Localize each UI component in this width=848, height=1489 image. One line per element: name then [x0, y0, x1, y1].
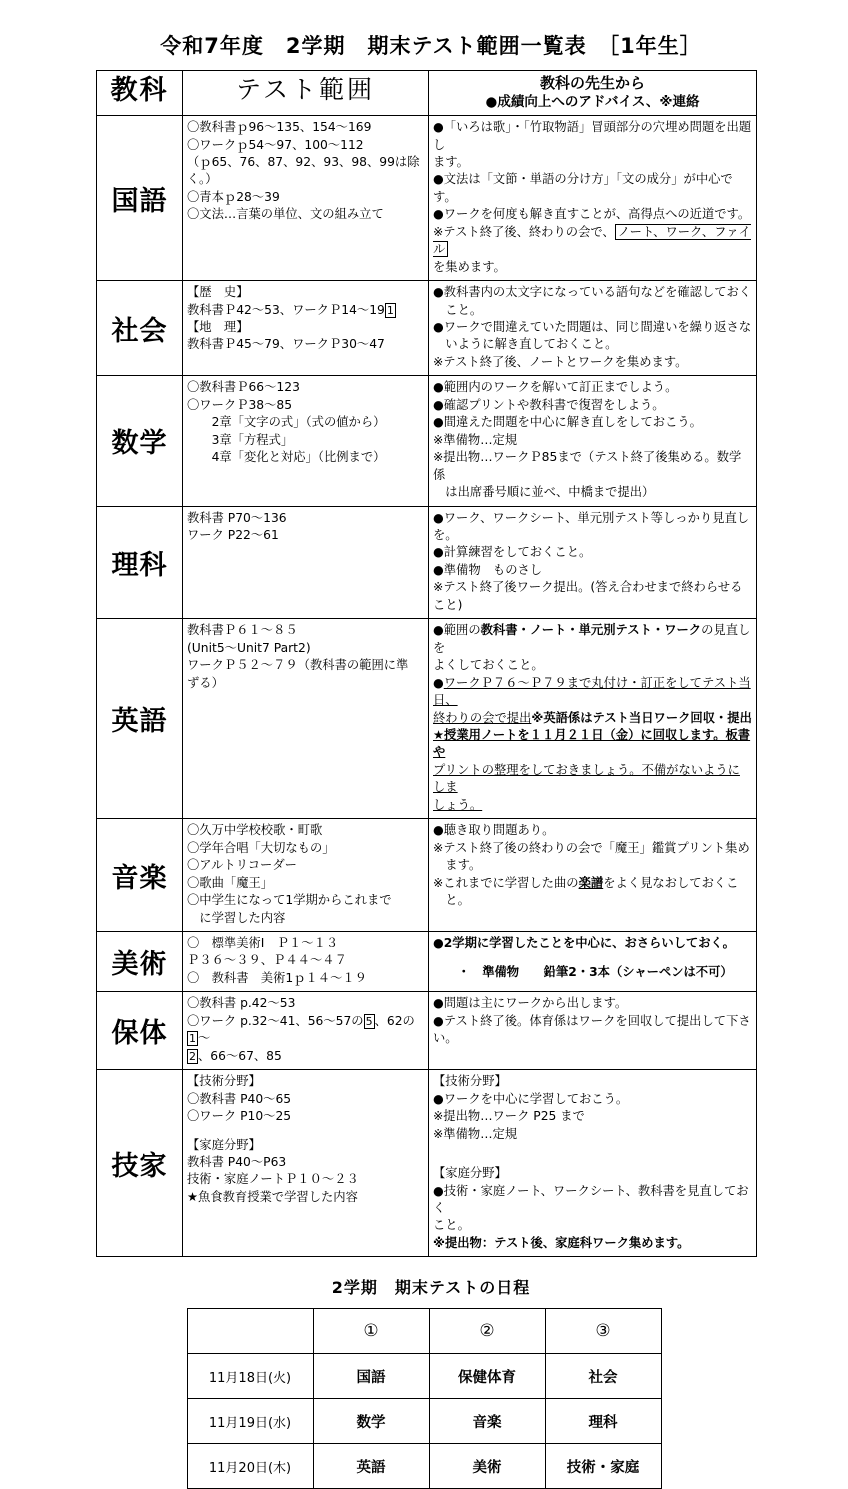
subject-cell-国語: 国語	[97, 116, 183, 281]
subject-cell-美術: 美術	[97, 931, 183, 991]
schedule-period-header-2: ②	[429, 1309, 545, 1354]
range-cell	[183, 819, 429, 932]
table-row	[97, 281, 757, 376]
advice-cell	[429, 619, 757, 819]
test-range-table	[96, 70, 757, 1257]
boxed-text: 1	[386, 303, 394, 317]
table-row	[97, 116, 757, 281]
table-row	[97, 376, 757, 506]
header-advice	[429, 71, 757, 116]
range-text-line: 教科書Ｐ42～53、ワークＰ14～19 1	[187, 302, 394, 317]
range-text	[187, 1073, 424, 1206]
emphasis-text: ※英語係はテスト当日ワーク回収・提出	[531, 710, 752, 725]
range-text-line: 〇歌曲「魔王」	[187, 875, 274, 890]
range-text-line: 〇教科書 p.42～53	[187, 996, 296, 1011]
advice-text	[433, 379, 752, 501]
range-text	[187, 510, 424, 545]
schedule-subject-cell: 保健体育	[429, 1354, 545, 1399]
table-row	[97, 992, 757, 1070]
range-text	[187, 284, 424, 354]
advice-text-line: ●ワークを中心に学習しておこう。	[433, 1091, 629, 1106]
advice-text-line: ます。	[433, 154, 469, 169]
range-text-line: ★魚食教育授業で学習した内容	[187, 1189, 358, 1204]
advice-text-line: ※テスト終了後、ノートとワークを集めます。	[433, 354, 688, 369]
advice-text-line	[433, 964, 752, 981]
advice-text	[433, 119, 752, 276]
range-text-line: 2 、66～67、85	[189, 1048, 282, 1063]
emphasis-text: ★授業用ノートを１１月２１日（金）に回収します。板書や	[433, 728, 751, 760]
advice-text-line: ※これまでに学習した曲の楽譜をよく見なおしておくこ	[433, 875, 739, 890]
table-row	[97, 1070, 757, 1257]
advice-cell	[429, 1070, 757, 1257]
emphasis-text: ワークＰ７６～Ｐ７９まで丸付け・訂正をしてテスト当日、	[433, 675, 751, 708]
range-cell	[183, 1070, 429, 1257]
range-cell	[183, 281, 429, 376]
boxed-text: 5	[365, 1014, 373, 1028]
schedule-period-header-1: ①	[313, 1309, 429, 1354]
range-text-line: 〇久万中学校校歌・町歌	[187, 823, 323, 838]
page-title: 令和7年度 2学期 期末テスト範囲一覧表 ［1年生］	[160, 34, 702, 58]
subject-cell-社会: 社会	[97, 281, 183, 376]
header-advice-sub: ●成績向上へのアドバイス、※連絡	[485, 93, 700, 110]
range-text-line: 【家庭分野】	[187, 1137, 261, 1152]
schedule-date-cell: 11月20日(木)	[187, 1444, 313, 1489]
emphasis-text: ●2学期に学習したことを中心に、おさらいしておく。	[433, 935, 735, 950]
range-text-line: 技術・家庭ノートＰ１０～２３	[187, 1172, 359, 1187]
subject-cell-技家: 技家	[97, 1070, 183, 1257]
emphasis-text: 楽譜	[578, 875, 604, 890]
advice-text	[433, 622, 752, 814]
advice-text-line: ●ワークＰ７６～Ｐ７９まで丸付け・訂正をしてテスト当日、	[433, 675, 751, 708]
range-text-line: ずる）	[187, 675, 224, 690]
range-text-line: 4章「変化と対応」（比例まで）	[187, 450, 386, 465]
advice-text-line: ※テスト終了後、終わりの会で、 ノート、ワーク、ファイル	[433, 224, 751, 257]
advice-text-line: ●範囲の教科書・ノート・単元別テスト・ワークの見直しを	[433, 623, 751, 655]
advice-text-line: ※テスト終了後の終わりの会で「魔王」鑑賞プリント集め	[433, 840, 750, 855]
range-text	[187, 119, 424, 224]
table-row	[97, 931, 757, 991]
range-text-line: 〇アルトリコーダー	[187, 858, 297, 873]
advice-cell	[429, 992, 757, 1070]
advice-text-line: ※テスト終了後ワーク提出。(答え合わせまで終わらせること)	[433, 580, 743, 612]
advice-text-line: 【家庭分野】	[433, 1166, 507, 1181]
range-text	[187, 995, 424, 1065]
range-cell	[183, 992, 429, 1070]
range-cell	[183, 619, 429, 819]
schedule-row	[187, 1444, 661, 1489]
emphasis-text: プリントの整理をしておきましょう。不備がないようにしま	[433, 762, 740, 795]
advice-text-line: ●テスト終了後。体育係はワークを回収して提出して下さ	[433, 1013, 751, 1028]
advice-cell	[429, 281, 757, 376]
header-subject: 教科	[97, 71, 183, 116]
advice-text-line: ※提出物…ワークＰ85まで（テスト終了後集める。数学係	[433, 450, 742, 482]
range-text	[187, 379, 424, 466]
schedule-subject-cell: 数学	[313, 1399, 429, 1444]
range-text-line: 〇中学生になって1学期からこれまで	[187, 893, 392, 908]
range-text-line: 〇ワーク p.32～41、56～57の 5 、62の1 ～	[187, 1013, 415, 1046]
advice-text-line: ※提出物…ワーク P25 まで	[433, 1109, 585, 1124]
advice-text-line	[433, 1235, 752, 1252]
advice-text-line: ●ワークで間違えていた問題は、同じ間違いを繰り返さな	[433, 320, 752, 335]
emphasis-text: 終わりの会で提出	[433, 710, 532, 725]
emphasis-text: ※提出物：テスト後、家庭科ワーク集めます。	[433, 1235, 690, 1250]
range-cell	[183, 931, 429, 991]
subject-cell-保体: 保体	[97, 992, 183, 1070]
range-cell	[183, 376, 429, 506]
range-text-line: 教科書 P40～P63	[187, 1155, 287, 1170]
advice-text-line	[433, 1143, 752, 1154]
advice-text-line	[433, 935, 752, 952]
range-text-line: 【技術分野】	[187, 1074, 261, 1089]
table-row	[97, 506, 757, 619]
schedule-subject-cell: 国語	[313, 1354, 429, 1399]
range-text	[187, 822, 424, 927]
table-header-row	[97, 71, 757, 116]
range-text-line: 〇教科書 P40～65	[187, 1091, 292, 1106]
range-text-line: 〇青本ｐ28～39	[187, 189, 280, 204]
advice-text-line	[433, 1154, 752, 1165]
advice-text-line	[433, 727, 752, 762]
schedule-header-row	[187, 1309, 661, 1354]
advice-text-line: ●「いろは歌」・「竹取物語」冒頭部分の穴埋め問題を出題し	[433, 120, 752, 152]
emphasis-text: 教科書・ノート・単元別テスト・ワーク	[480, 623, 702, 638]
schedule-subject-cell: 社会	[545, 1354, 661, 1399]
table-row	[97, 819, 757, 932]
range-text-line: 2章「文字の式」（式の値から）	[187, 415, 386, 430]
advice-text-line: ●範囲内のワークを解いて訂正までしよう。	[433, 380, 678, 395]
advice-text-line: ●準備物 ものさし	[433, 562, 543, 577]
advice-text-line: ●文法は「文節・単語の分け方」「文の成分」が中心です。	[433, 172, 733, 204]
subject-cell-数学: 数学	[97, 376, 183, 506]
range-cell	[183, 506, 429, 619]
advice-text-line: ます。	[433, 858, 482, 873]
advice-text-line: ●問題は主にワークから出します。	[433, 996, 628, 1011]
schedule-date-cell: 11月19日(水)	[187, 1399, 313, 1444]
advice-text-line: ●間違えた問題を中心に解き直しをしておこう。	[433, 415, 702, 430]
range-text-line: ワークＰ５２～７９（教科書の範囲に準	[187, 658, 409, 673]
range-text-line: 〇ワークｐ54～97、100～112	[187, 137, 364, 152]
range-text-line: 〇 標準美術Ⅰ Ｐ１～１３	[187, 935, 339, 950]
range-text-line: 〇学年合唱「大切なもの」	[187, 840, 335, 855]
boxed-text: ノート、ワーク、ファイル	[433, 224, 751, 257]
advice-text-line: ●計算練習をしておくこと。	[433, 545, 592, 560]
advice-text-line: い。	[433, 1031, 458, 1046]
range-text-line: 〇教科書ｐ96～135、154～169	[187, 120, 372, 135]
advice-text	[433, 1073, 752, 1252]
subject-cell-英語: 英語	[97, 619, 183, 819]
advice-text-line: こと。	[433, 302, 483, 317]
advice-text-line: ●ワークを何度も解き直すことが、高得点への近道です。	[433, 207, 751, 222]
advice-text-line: いように解き直しておくこと。	[433, 337, 618, 352]
header-advice-main: 教科の先生から	[539, 74, 645, 92]
advice-text-line: ●教科書内の太文字になっている語句などを確認しておく	[433, 285, 752, 300]
schedule-subject-cell: 音楽	[429, 1399, 545, 1444]
range-text-line	[187, 1126, 424, 1137]
schedule-subject-cell: 美術	[429, 1444, 545, 1489]
range-text-line: 〇文法…言葉の単位、文の組み立て	[187, 207, 384, 222]
range-text-line: 【歴 史】	[187, 285, 249, 300]
schedule-corner-cell	[187, 1309, 313, 1354]
schedule-table	[187, 1308, 662, 1489]
range-text-line: 〇ワークＰ38～85	[187, 397, 293, 412]
range-text	[187, 622, 424, 692]
range-text-line: 〇 教科書 美術1ｐ１４～１９	[187, 970, 367, 985]
advice-text	[433, 284, 752, 371]
advice-text	[433, 510, 752, 615]
advice-text-line: ●聴き取り問題あり。	[433, 823, 555, 838]
advice-text-line: 【技術分野】	[433, 1074, 507, 1089]
range-cell	[183, 116, 429, 281]
advice-cell	[429, 819, 757, 932]
schedule-table-body	[187, 1309, 661, 1489]
advice-text-line: を集めます。	[433, 259, 506, 274]
advice-text-line: ●ワーク、ワークシート、単元別テスト等しっかり見直しを。	[433, 510, 750, 543]
advice-text-line	[433, 797, 752, 814]
table-row	[97, 619, 757, 819]
advice-text	[433, 935, 752, 981]
advice-text-line: は出席番号順に並べ、中橋まで提出）	[433, 485, 655, 500]
advice-cell	[429, 116, 757, 281]
advice-text-line: ※準備物…定規	[433, 1126, 518, 1141]
advice-text-line: と。	[433, 893, 470, 908]
advice-text-line	[433, 710, 752, 727]
schedule-row	[187, 1354, 661, 1399]
test-range-table-body	[97, 71, 757, 1257]
range-text-line: ワーク P22～61	[187, 528, 279, 543]
schedule-date-cell: 11月18日(火)	[187, 1354, 313, 1399]
range-text-line: （ｐ65、76、87、92、93、98、99は除	[187, 154, 420, 169]
schedule-subject-cell: 技術・家庭	[545, 1444, 661, 1489]
subject-cell-理科: 理科	[97, 506, 183, 619]
advice-text-line: こと。	[433, 1218, 470, 1233]
advice-cell	[429, 931, 757, 991]
advice-text-line: ●技術・家庭ノート、ワークシート、教科書を見直しておく	[433, 1183, 749, 1215]
boxed-text: 2	[189, 1049, 196, 1063]
schedule-subject-cell: 理科	[545, 1399, 661, 1444]
range-text-line: に学習した内容	[187, 910, 286, 925]
range-text-line: 3章「方程式」	[187, 432, 294, 447]
range-text-line: 教科書 P70～136	[187, 510, 287, 525]
advice-text-line: ●確認プリントや教科書で復習をしよう。	[433, 397, 665, 412]
range-text-line: 【地 理】	[187, 320, 249, 335]
subject-cell-音楽: 音楽	[97, 819, 183, 932]
header-range: テスト範囲	[183, 71, 429, 116]
advice-text-line	[433, 762, 752, 797]
range-text	[187, 935, 424, 987]
schedule-period-header-3: ③	[545, 1309, 661, 1354]
range-text-line: 〇教科書Ｐ66～123	[187, 380, 300, 395]
range-text-line: 〇ワーク P10～25	[187, 1109, 292, 1124]
range-text-line: 教科書Ｐ45～79、ワークＰ30～47	[187, 337, 385, 352]
emphasis-text: しょう。	[433, 797, 483, 812]
advice-text-line: ※準備物…定規	[433, 432, 518, 447]
range-text-line: Ｐ３６～３９、Ｐ４４～４７	[187, 953, 347, 968]
advice-text	[433, 995, 752, 1047]
advice-text-line: よくしておくこと。	[433, 658, 544, 673]
advice-cell	[429, 506, 757, 619]
schedule-row	[187, 1399, 661, 1444]
range-text-line: 教科書Ｐ６１～８５	[187, 623, 298, 638]
emphasis-text: ・ 準備物 鉛筆2・3本（シャーペンは不可）	[433, 964, 733, 979]
advice-text	[433, 822, 752, 909]
schedule-subject-cell: 英語	[313, 1444, 429, 1489]
schedule-title: 2学期 期末テストの日程	[331, 1278, 531, 1298]
boxed-text: 1	[189, 1032, 196, 1046]
range-text-line: (Unit5～Unit7 Part2)	[187, 640, 311, 655]
advice-text-line	[433, 952, 752, 963]
range-text-line: く。）	[187, 172, 218, 187]
advice-cell	[429, 376, 757, 506]
